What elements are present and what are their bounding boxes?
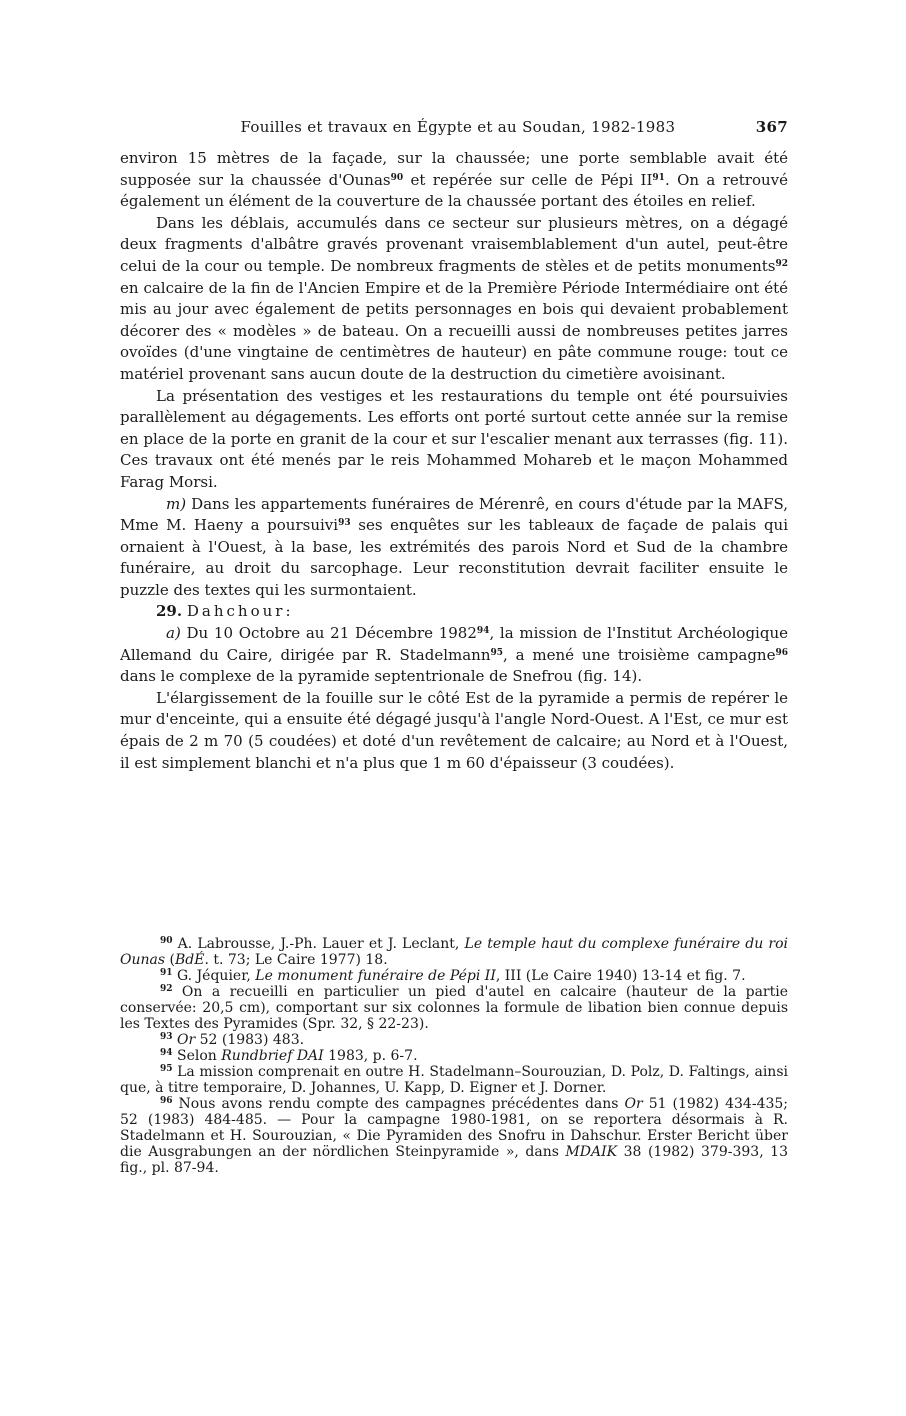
text-run: ses enquêtes sur les tableaux de façade de palais qui ornaient à l'Ouest, à la base, les extrémités des parois Nord et Sud de la chambre funéraire, au droit du sarcophage. Leur reconstitution devrait faciliter ensuite le puzzle des textes qui les surmontaient. bbox=[120, 516, 789, 599]
footnote-ref-93: 93 bbox=[338, 518, 351, 529]
section-title: Dahchour: bbox=[186, 602, 294, 621]
page-body bbox=[120, 118, 788, 774]
paragraph-4 bbox=[120, 494, 788, 602]
section-heading bbox=[120, 601, 788, 623]
text-run: . t. 73; Le Caire 1977) 18. bbox=[204, 952, 388, 968]
text-run: 52 (1983) 483. bbox=[195, 1032, 305, 1048]
text-run: Selon bbox=[172, 1048, 222, 1064]
text-run: , a mené une troisième campagne bbox=[503, 645, 776, 664]
text-run: 38 (1982) 379-393, 13 fig., pl. 87-94. bbox=[120, 1144, 788, 1176]
text-run: 1983, p. 6-7. bbox=[323, 1048, 418, 1064]
item-label: a) bbox=[166, 624, 181, 643]
item-label: m) bbox=[166, 494, 187, 513]
footnote-number: 95 bbox=[160, 1064, 173, 1074]
paragraph-3: La présentation des vestiges et les restaurations du temple ont été poursuivies parallèlement au dégagements. Les efforts ont porté surtout cette année sur la remise en place de la porte en granit de la cour et sur l'escalier menant aux terrasses (fig. 11). Ces travaux ont été menés par le reis Mohammed Mohareb et le maçon Mohammed Farag Morsi. bbox=[120, 386, 788, 491]
running-head bbox=[120, 118, 788, 136]
footnote-number: 96 bbox=[160, 1096, 173, 1106]
footnote-ref-96: 96 bbox=[775, 647, 788, 658]
citation-series: BdÉ bbox=[174, 952, 205, 968]
text-run: et repérée sur celle de Pépi II bbox=[403, 170, 653, 189]
text-run: Dans les appartements funéraires de Mérenrê, en cours d'étude par la MAFS, Mme M. Haeny a poursuivi bbox=[120, 494, 788, 535]
text-run: ( bbox=[165, 952, 175, 968]
text-run: en calcaire de la fin de l'Ancien Empire et de la Première Période Intermédiaire ont été mis au jour avec également de petits personnages en bois qui devaient probablement décorer des « modèles » de bateau. On a recueilli aussi de nombreuses petites jarres ovoïdes (d'une vingtaine de centimètres de hauteur) en pâte commune rouge: tout ce matériel provenant sans aucun doute de la destruction du cimetière avoisinant. bbox=[120, 278, 788, 383]
text-run: , III (Le Caire 1940) 13-14 et fig. 7. bbox=[495, 968, 746, 984]
footnote-ref-95: 95 bbox=[490, 647, 504, 658]
text-run: La mission comprenait en outre H. Stadelmann–Sourouzian, D. Polz, D. Faltings, ainsi que, à titre temporaire, D. Johannes, U. Kapp, D. Eigner et J. Dorner. bbox=[120, 1064, 788, 1096]
footnote-94 bbox=[120, 1048, 788, 1064]
page-number: 367 bbox=[755, 118, 788, 136]
footnote-96 bbox=[120, 1096, 788, 1176]
citation-journal: MDAIK bbox=[565, 1144, 618, 1160]
citation-title: Rundbrief DAI bbox=[221, 1048, 324, 1064]
footnote-90 bbox=[120, 936, 788, 968]
text-run: Dans les déblais, accumulés dans ce secteur sur plusieurs mètres, on a dégagé deux fragments d'albâtre gravés provenant vraisemblablement d'un autel, peut-être celui de la cour ou temple. De nombreux fragments de stèles et de petits monuments bbox=[120, 213, 788, 275]
footnote-number: 91 bbox=[160, 968, 173, 978]
footnote-91 bbox=[120, 968, 788, 984]
citation-journal: Or bbox=[176, 1032, 196, 1048]
citation-title: Le temple haut du complexe funéraire du roi Ounas bbox=[120, 936, 788, 968]
text-run: . On a retrouvé également un élément de la couverture de la chaussée portant des étoiles en relief. bbox=[120, 170, 789, 211]
text-run: G. Jéquier, bbox=[172, 968, 256, 984]
text-run: Du 10 Octobre au 21 Décembre 1982 bbox=[180, 624, 477, 643]
footnote-number: 90 bbox=[160, 936, 173, 946]
text-run: dans le complexe de la pyramide septentrionale de Snefrou (fig. 14). bbox=[120, 667, 643, 686]
footnote-number: 92 bbox=[160, 984, 173, 994]
body-text bbox=[120, 148, 788, 774]
text-run: 51 (1982) 434-435; 52 (1983) 484-485. — Pour la campagne 1980-1981, on se reportera désormais à R. Stadelmann et H. Sourouzian, « Die Pyramiden des Snofru in Dahschur. Erster Bericht über die Ausgrabungen an der nördlichen Steinpyramide », dans bbox=[120, 1096, 789, 1160]
text-run: environ 15 mètres de la façade, sur la chaussée; une porte semblable avait été supposée sur la chaussée d'Ounas bbox=[120, 149, 788, 189]
citation-journal: Or bbox=[624, 1096, 643, 1112]
footnote-95 bbox=[120, 1064, 788, 1096]
paragraph-6: L'élargissement de la fouille sur le côté Est de la pyramide a permis de repérer le mur d'enceinte, qui a ensuite été dégagé jusqu'à l'angle Nord-Ouest. A l'Est, ce mur est épais de 2 m 70 (5 coudées) et doté d'un revêtement de calcaire; au Nord et à l'Ouest, il est simplement blanchi et n'a plus que 1 m 60 d'épaisseur (3 coudées). bbox=[120, 688, 788, 772]
footnote-ref-92: 92 bbox=[775, 258, 788, 269]
text-run: A. Labrousse, J.-Ph. Lauer et J. Leclant, bbox=[172, 936, 465, 952]
text-run: Nous avons rendu compte des campagnes précédentes dans bbox=[172, 1096, 625, 1112]
paragraph-1 bbox=[120, 148, 788, 213]
running-head-title: Fouilles et travaux en Égypte et au Soudan, 1982-1983 bbox=[240, 118, 676, 136]
footnote-92 bbox=[120, 984, 788, 1032]
section-number: 29. bbox=[156, 602, 183, 621]
paragraph-5 bbox=[120, 623, 788, 688]
citation-title: Le monument funéraire de Pépi II bbox=[255, 968, 496, 984]
text-run: , la mission de l'Institut Archéologique Allemand du Caire, dirigée par R. Stadelmann bbox=[120, 624, 788, 664]
footnote-number: 94 bbox=[160, 1048, 173, 1058]
footnote-number: 93 bbox=[160, 1032, 173, 1042]
text-run: On a recueilli en particulier un pied d'autel en calcaire (hauteur de la partie conservée: 20,5 cm), comportant sur six colonnes la formule de libation bien connue depuis les Textes des Pyramides (Spr. 32, § 22-23). bbox=[120, 984, 788, 1032]
footnote-ref-94: 94 bbox=[476, 626, 490, 637]
footnotes bbox=[120, 936, 788, 1176]
footnote-93 bbox=[120, 1032, 788, 1048]
footnote-ref-91: 91 bbox=[652, 172, 665, 183]
footnote-ref-90: 90 bbox=[390, 172, 404, 183]
paragraph-2 bbox=[120, 213, 788, 386]
